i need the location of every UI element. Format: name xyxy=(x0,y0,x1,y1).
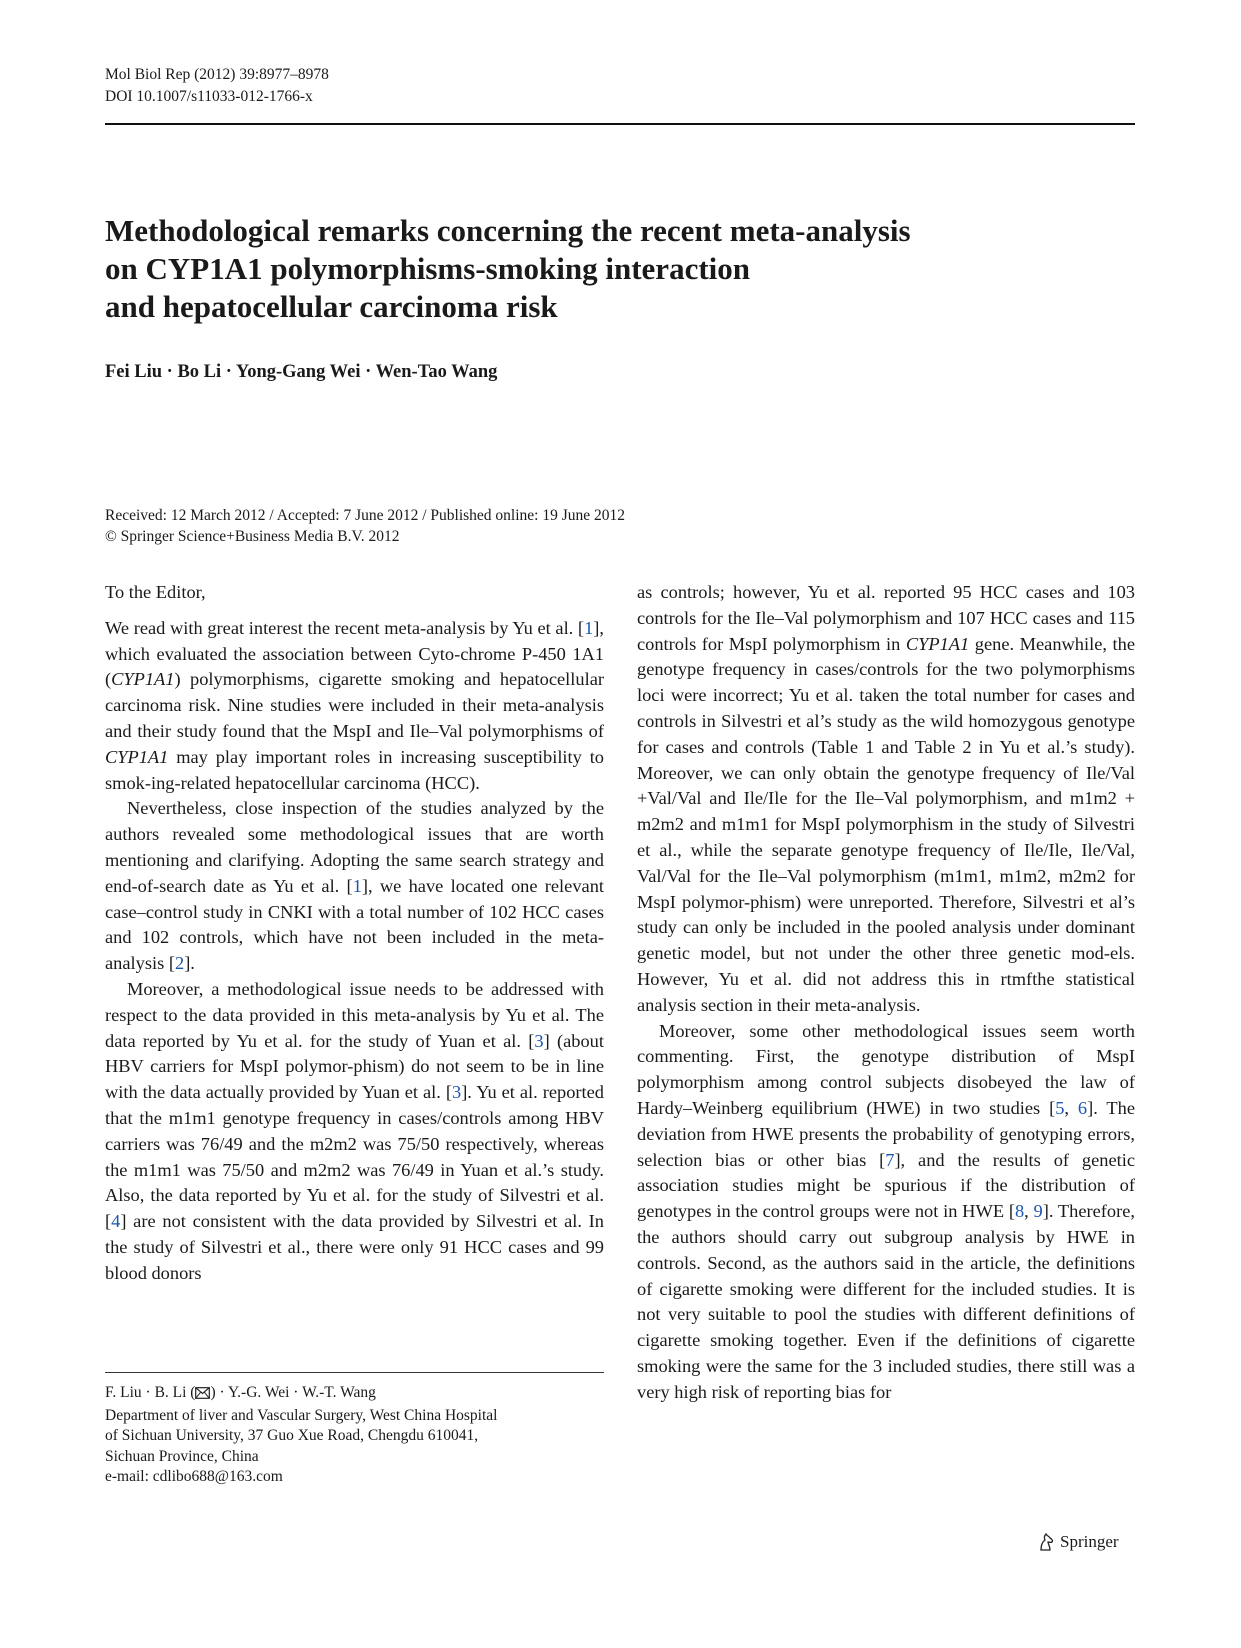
body-column-right xyxy=(637,580,1135,1406)
gene-name: CYP1A1 xyxy=(905,633,970,654)
author-separator: · xyxy=(221,362,236,382)
text-run: , xyxy=(1064,1097,1078,1118)
publication-dates xyxy=(105,505,625,547)
publisher-logo xyxy=(1036,1532,1119,1552)
author-list xyxy=(105,362,497,383)
title-line-2: on CYP1A1 polymorphisms-smoking interaction xyxy=(105,251,751,286)
springer-horse-icon xyxy=(1036,1532,1056,1552)
citation-link[interactable]: 9 xyxy=(1033,1201,1043,1222)
salutation: To the Editor, xyxy=(105,582,206,602)
footnote-rule xyxy=(105,1372,604,1373)
citation-link[interactable]: 4 xyxy=(111,1211,121,1232)
text-run: Moreover, a methodological issue needs to be addressed with respect to the data provided in this meta-analysis by Yu et al. The data reported by Yu et al. for the study of Yuan et al. [ xyxy=(105,978,604,1051)
text-run: Nevertheless, close inspection of the studies analyzed by the authors revealed some methodological issues that are worth mentioning and clarifying. Adopting the same search strategy and end-of-search date as Yu et al. [ xyxy=(105,798,604,896)
citation-link[interactable]: 7 xyxy=(885,1149,895,1170)
journal-citation: Mol Biol Rep (2012) 39:8977–8978 xyxy=(105,66,329,83)
author-separator: · xyxy=(360,362,376,382)
paragraph xyxy=(105,977,604,1287)
text-run: ]. xyxy=(184,953,195,974)
footnote-authors xyxy=(105,1383,625,1406)
citation-link[interactable]: 2 xyxy=(174,953,185,974)
text-run: ], we have located one relevant case–control study in CNKI with a total number of 102 HCC cases and 102 controls, which have not been included in the meta-analysis [ xyxy=(105,875,604,974)
text-run: as controls; however, Yu et al. reported 95 HCC cases and 103 controls for the Ile–Val polymorphism and 107 HCC cases and 115 controls for MspI polymorphism in xyxy=(637,582,1135,654)
doi: DOI 10.1007/s11033-012-1766-x xyxy=(105,88,313,105)
paragraph xyxy=(105,616,604,797)
history-line: Received: 12 March 2012 / Accepted: 7 June 2012 / Published online: 19 June 2012 xyxy=(105,507,626,524)
title-line-3: and hepatocellular carcinoma risk xyxy=(105,289,558,324)
text-run: ]. Yu et al. reported that the m1m1 genotype frequency in cases/controls among HBV carriers was 76/49 and the m2m2 was 75/50 respectively, whereas the m1m1 was 75/50 and m2m2 was 76/49 in Yuan et al.’s study. Also, the data reported by Yu et al. for the study of Silvestri et al. [ xyxy=(105,1082,604,1232)
affiliation-line: of Sichuan University, 37 Guo Xue Road, Chengdu 610041, xyxy=(105,1427,479,1444)
citation-link[interactable]: 3 xyxy=(451,1082,462,1103)
text-run: ]. The deviation from HWE presents the probability of genotyping errors, selection bias or other bias [ xyxy=(637,1097,1135,1170)
paragraph xyxy=(105,796,604,977)
citation-link[interactable]: 5 xyxy=(1055,1097,1065,1118)
author-name: Wen-Tao Wang xyxy=(375,362,498,382)
citation-link[interactable]: 3 xyxy=(534,1030,544,1051)
journal-header xyxy=(105,64,329,108)
copyright-line: © Springer Science+Business Media B.V. 2012 xyxy=(105,528,400,545)
author-name: Bo Li xyxy=(177,362,222,382)
text-run: ) · Y.-G. Wei · W.-T. Wang xyxy=(210,1384,376,1401)
header-rule xyxy=(105,123,1135,125)
text-run: , xyxy=(1024,1201,1034,1222)
publisher-name: Springer xyxy=(1060,1532,1119,1551)
text-run: ] (about HBV carriers for MspI polymor-phism) do not seem to be in line with the data actually provided by Yuan et al. [ xyxy=(105,1030,604,1103)
gene-name: CYP1A1 xyxy=(111,669,175,690)
author-affiliation-footnote xyxy=(105,1383,625,1488)
text-run: ], and the results of genetic association studies might be spurious if the distribution of genotypes in the control groups were not in HWE [ xyxy=(637,1149,1135,1222)
text-run: F. Liu · B. Li ( xyxy=(105,1384,196,1401)
text-run: ]. Therefore, the authors should carry out subgroup analysis by HWE in controls. Second, as the authors said in the article, the definitions of cigarette smoking were different for the included studies. It is not very suitable to pool the studies with different definitions of cigarette smoking together. Even if the definitions of cigarette smoking were the same for the 3 included studies, there still was a very high risk of reporting bias for xyxy=(637,1201,1135,1402)
citation-link[interactable]: 6 xyxy=(1077,1097,1088,1118)
title-line-1: Methodological remarks concerning the recent meta-analysis xyxy=(105,213,911,248)
author-name: Fei Liu xyxy=(105,362,163,382)
text-run: may play important roles in increasing susceptibility to smok-ing-related hepatocellular carcinoma (HCC). xyxy=(105,746,604,793)
citation-link[interactable]: 1 xyxy=(352,875,362,896)
paragraph-continued xyxy=(637,580,1135,1019)
text-run: We read with great interest the recent meta-analysis by Yu et al. [ xyxy=(105,617,585,638)
affiliation-line: Department of liver and Vascular Surgery, West China Hospital xyxy=(105,1406,498,1424)
text-run: ] are not consistent with the data provided by Silvestri et al. In the study of Silvestri et al., there were only 91 HCC cases and 99 blood donors xyxy=(105,1211,604,1283)
text-run: ], which evaluated the association between Cyto-chrome P-450 1A1 ( xyxy=(105,617,604,690)
text-run: gene. Meanwhile, the genotype frequency in cases/controls for the two polymorphisms loci were incorrect; Yu et al. taken the total number for cases and controls in Silvestri et al’s study as the wild homozygous genotype for cases and controls (Table 1 and Table 2 in Yu et al.’s study). Moreover, we can only obtain the genotype frequency of Ile/Val +Val/Val and Ile/Ile for the Ile–Val polymorphism, and m1m2 + m2m2 and m1m1 for MspI polymorphism in the study of Silvestri et al., while the separate genotype frequency of Ile/Ile, Ile/Val, Val/Val for the Ile–Val polymorphism (m1m1, m1m2, m2m2 for MspI polymor-phism) were unreported. Therefore, Silvestri et al’s study can only be included in the pooled analysis under dominant genetic model, but not under the other three genetic mod-els. However, Yu et al. did not address this in rtmfthe statistical analysis section in their meta-analysis. xyxy=(637,633,1135,1015)
text-run: ) polymorphisms, cigarette smoking and hepatocellular carcinoma risk. Nine studies were included in their meta-analysis and their study found that the MspI and Ile–Val polymorphisms of xyxy=(105,669,604,741)
author-name: Yong-Gang Wei xyxy=(235,362,361,382)
citation-link[interactable]: 8 xyxy=(1014,1201,1025,1222)
paragraph xyxy=(637,1019,1135,1406)
body-column-left xyxy=(105,580,604,1287)
citation-link[interactable]: 1 xyxy=(584,617,594,638)
author-separator: · xyxy=(162,362,178,382)
envelope-icon xyxy=(195,1385,210,1406)
email-line: e-mail: cdlibo688@163.com xyxy=(105,1468,283,1485)
article-title xyxy=(105,212,1005,326)
affiliation-line: Sichuan Province, China xyxy=(105,1447,259,1465)
gene-name: CYP1A1 xyxy=(105,746,169,767)
text-run: Moreover, some other methodological issues seem worth commenting. First, the genotype distribution of MspI polymorphism among control subjects disobeyed the law of Hardy–Weinberg equilibrium (HWE) in two studies [ xyxy=(637,1020,1135,1118)
